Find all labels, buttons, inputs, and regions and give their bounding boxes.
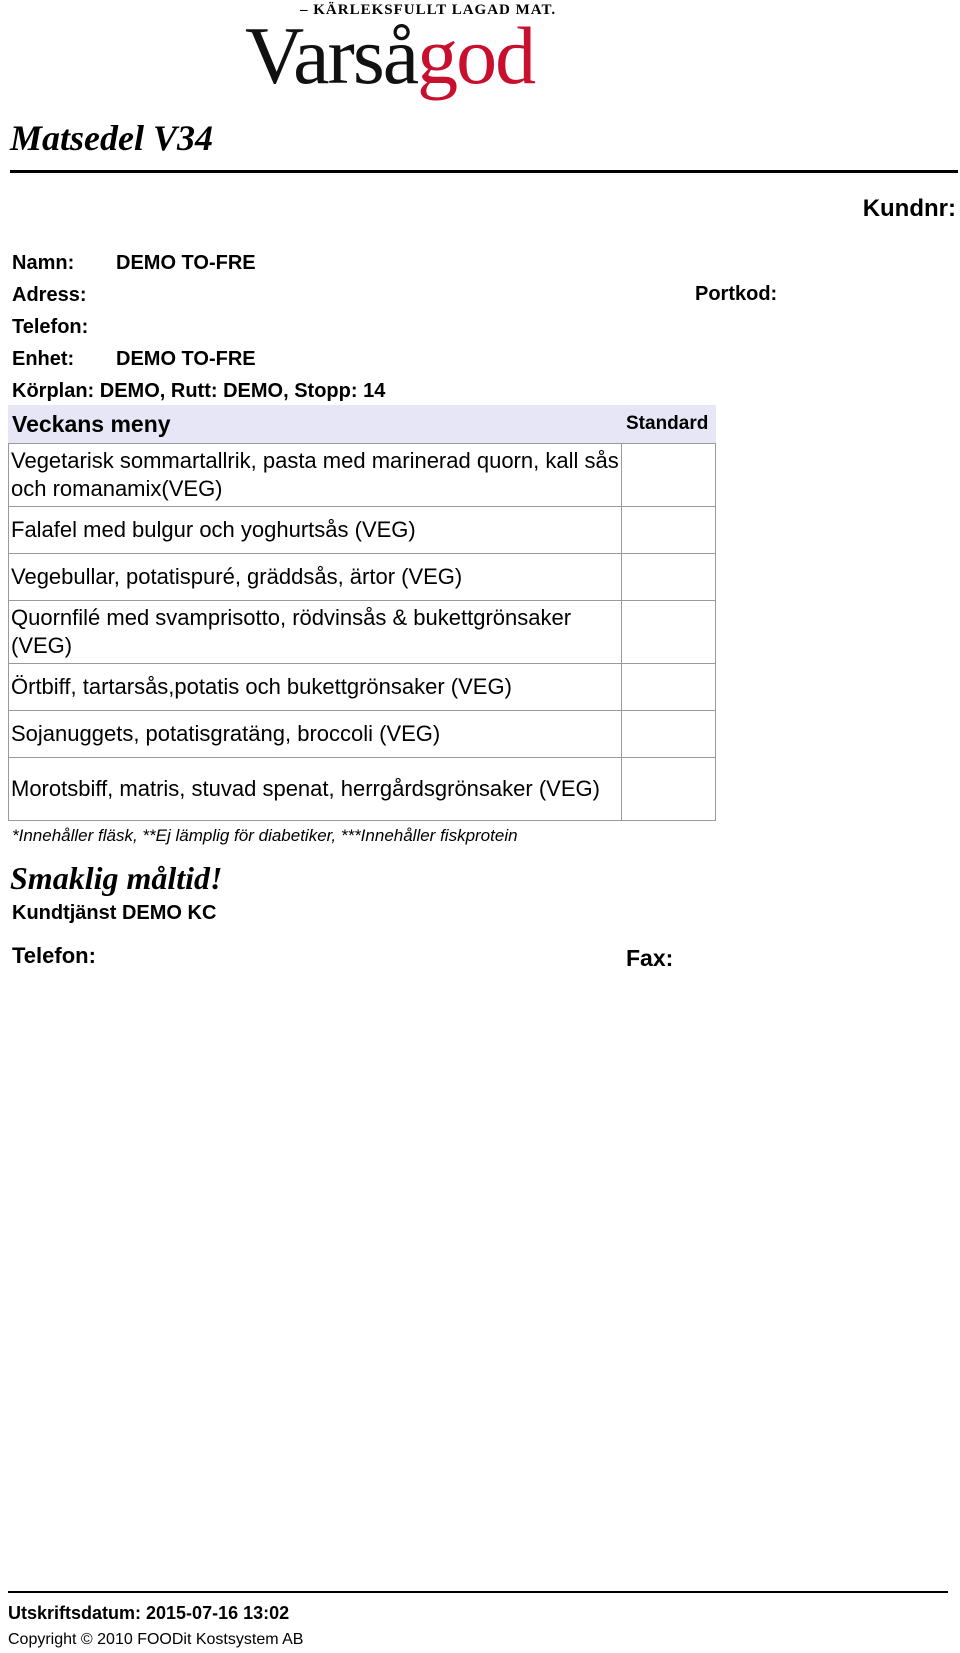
namn-row <box>12 250 256 276</box>
namn-value: DEMO TO-FRE <box>116 252 256 274</box>
telefon-label: Telefon: <box>12 316 89 338</box>
menu-table <box>8 443 716 821</box>
contact-telefon-label: Telefon: <box>12 943 96 968</box>
menu-item: Morotsbiff, matris, stuvad spenat, herrgårdsgrönsaker (VEG) <box>9 758 622 821</box>
enhet-value: DEMO TO-FRE <box>116 348 256 370</box>
table-row <box>9 601 716 664</box>
page-title: Matsedel V34 <box>10 118 213 158</box>
portkod-label: Portkod: <box>695 283 778 305</box>
standard-cell <box>621 444 715 507</box>
table-row <box>9 507 716 554</box>
menu-item: Falafel med bulgur och yoghurtsås (VEG) <box>9 507 622 554</box>
korplan-row: Körplan: DEMO, Rutt: DEMO, Stopp: 14 <box>12 380 386 402</box>
standard-cell <box>621 664 715 711</box>
table-row <box>9 554 716 601</box>
namn-label: Namn: <box>12 252 75 274</box>
menu-item: Vegebullar, potatispuré, gräddsås, ärtor (VEG) <box>9 554 622 601</box>
table-row <box>9 444 716 507</box>
menu-header-standard: Standard <box>626 413 709 434</box>
header-divider <box>10 170 958 173</box>
adress-row <box>12 282 116 308</box>
kundnr-label: Kundnr: <box>862 195 956 222</box>
menu-item: Quornfilé med svamprisotto, rödvinsås & bukettgrönsaker (VEG) <box>9 601 622 664</box>
standard-cell <box>621 554 715 601</box>
enhet-row <box>12 346 256 372</box>
greeting: Smaklig måltid! <box>10 860 223 896</box>
table-row <box>9 758 716 821</box>
telefon-row <box>12 314 116 340</box>
menu-header <box>8 405 716 443</box>
standard-cell <box>621 711 715 758</box>
copyright: Copyright © 2010 FOODit Kostsystem AB <box>8 1631 304 1648</box>
logo-word-red: god <box>417 10 535 101</box>
logo-wordmark <box>245 8 534 104</box>
logo-word-dark: Varså <box>245 10 418 101</box>
allergen-footnote: *Innehåller fläsk, **Ej lämplig för diabetiker, ***Innehåller fiskprotein <box>12 826 518 845</box>
standard-cell <box>621 601 715 664</box>
standard-cell <box>621 758 715 821</box>
menu-item: Örtbiff, tartarsås,potatis och bukettgrönsaker (VEG) <box>9 664 622 711</box>
menu-header-title: Veckans meny <box>12 411 171 437</box>
adress-label: Adress: <box>12 284 87 306</box>
standard-cell <box>621 507 715 554</box>
table-row <box>9 711 716 758</box>
logo-tagline: – KÄRLEKSFULLT LAGAD MAT. <box>300 2 557 18</box>
footer-divider <box>8 1591 948 1593</box>
table-row <box>9 664 716 711</box>
print-date: Utskriftsdatum: 2015-07-16 13:02 <box>8 1603 290 1623</box>
customer-service: Kundtjänst DEMO KC <box>12 902 217 924</box>
enhet-label: Enhet: <box>12 348 75 370</box>
menu-item: Sojanuggets, potatisgratäng, broccoli (VEG) <box>9 711 622 758</box>
brand-logo <box>245 0 605 120</box>
contact-fax-label: Fax: <box>626 945 674 971</box>
menu-item: Vegetarisk sommartallrik, pasta med marinerad quorn, kall sås och romanamix(VEG) <box>9 444 622 507</box>
